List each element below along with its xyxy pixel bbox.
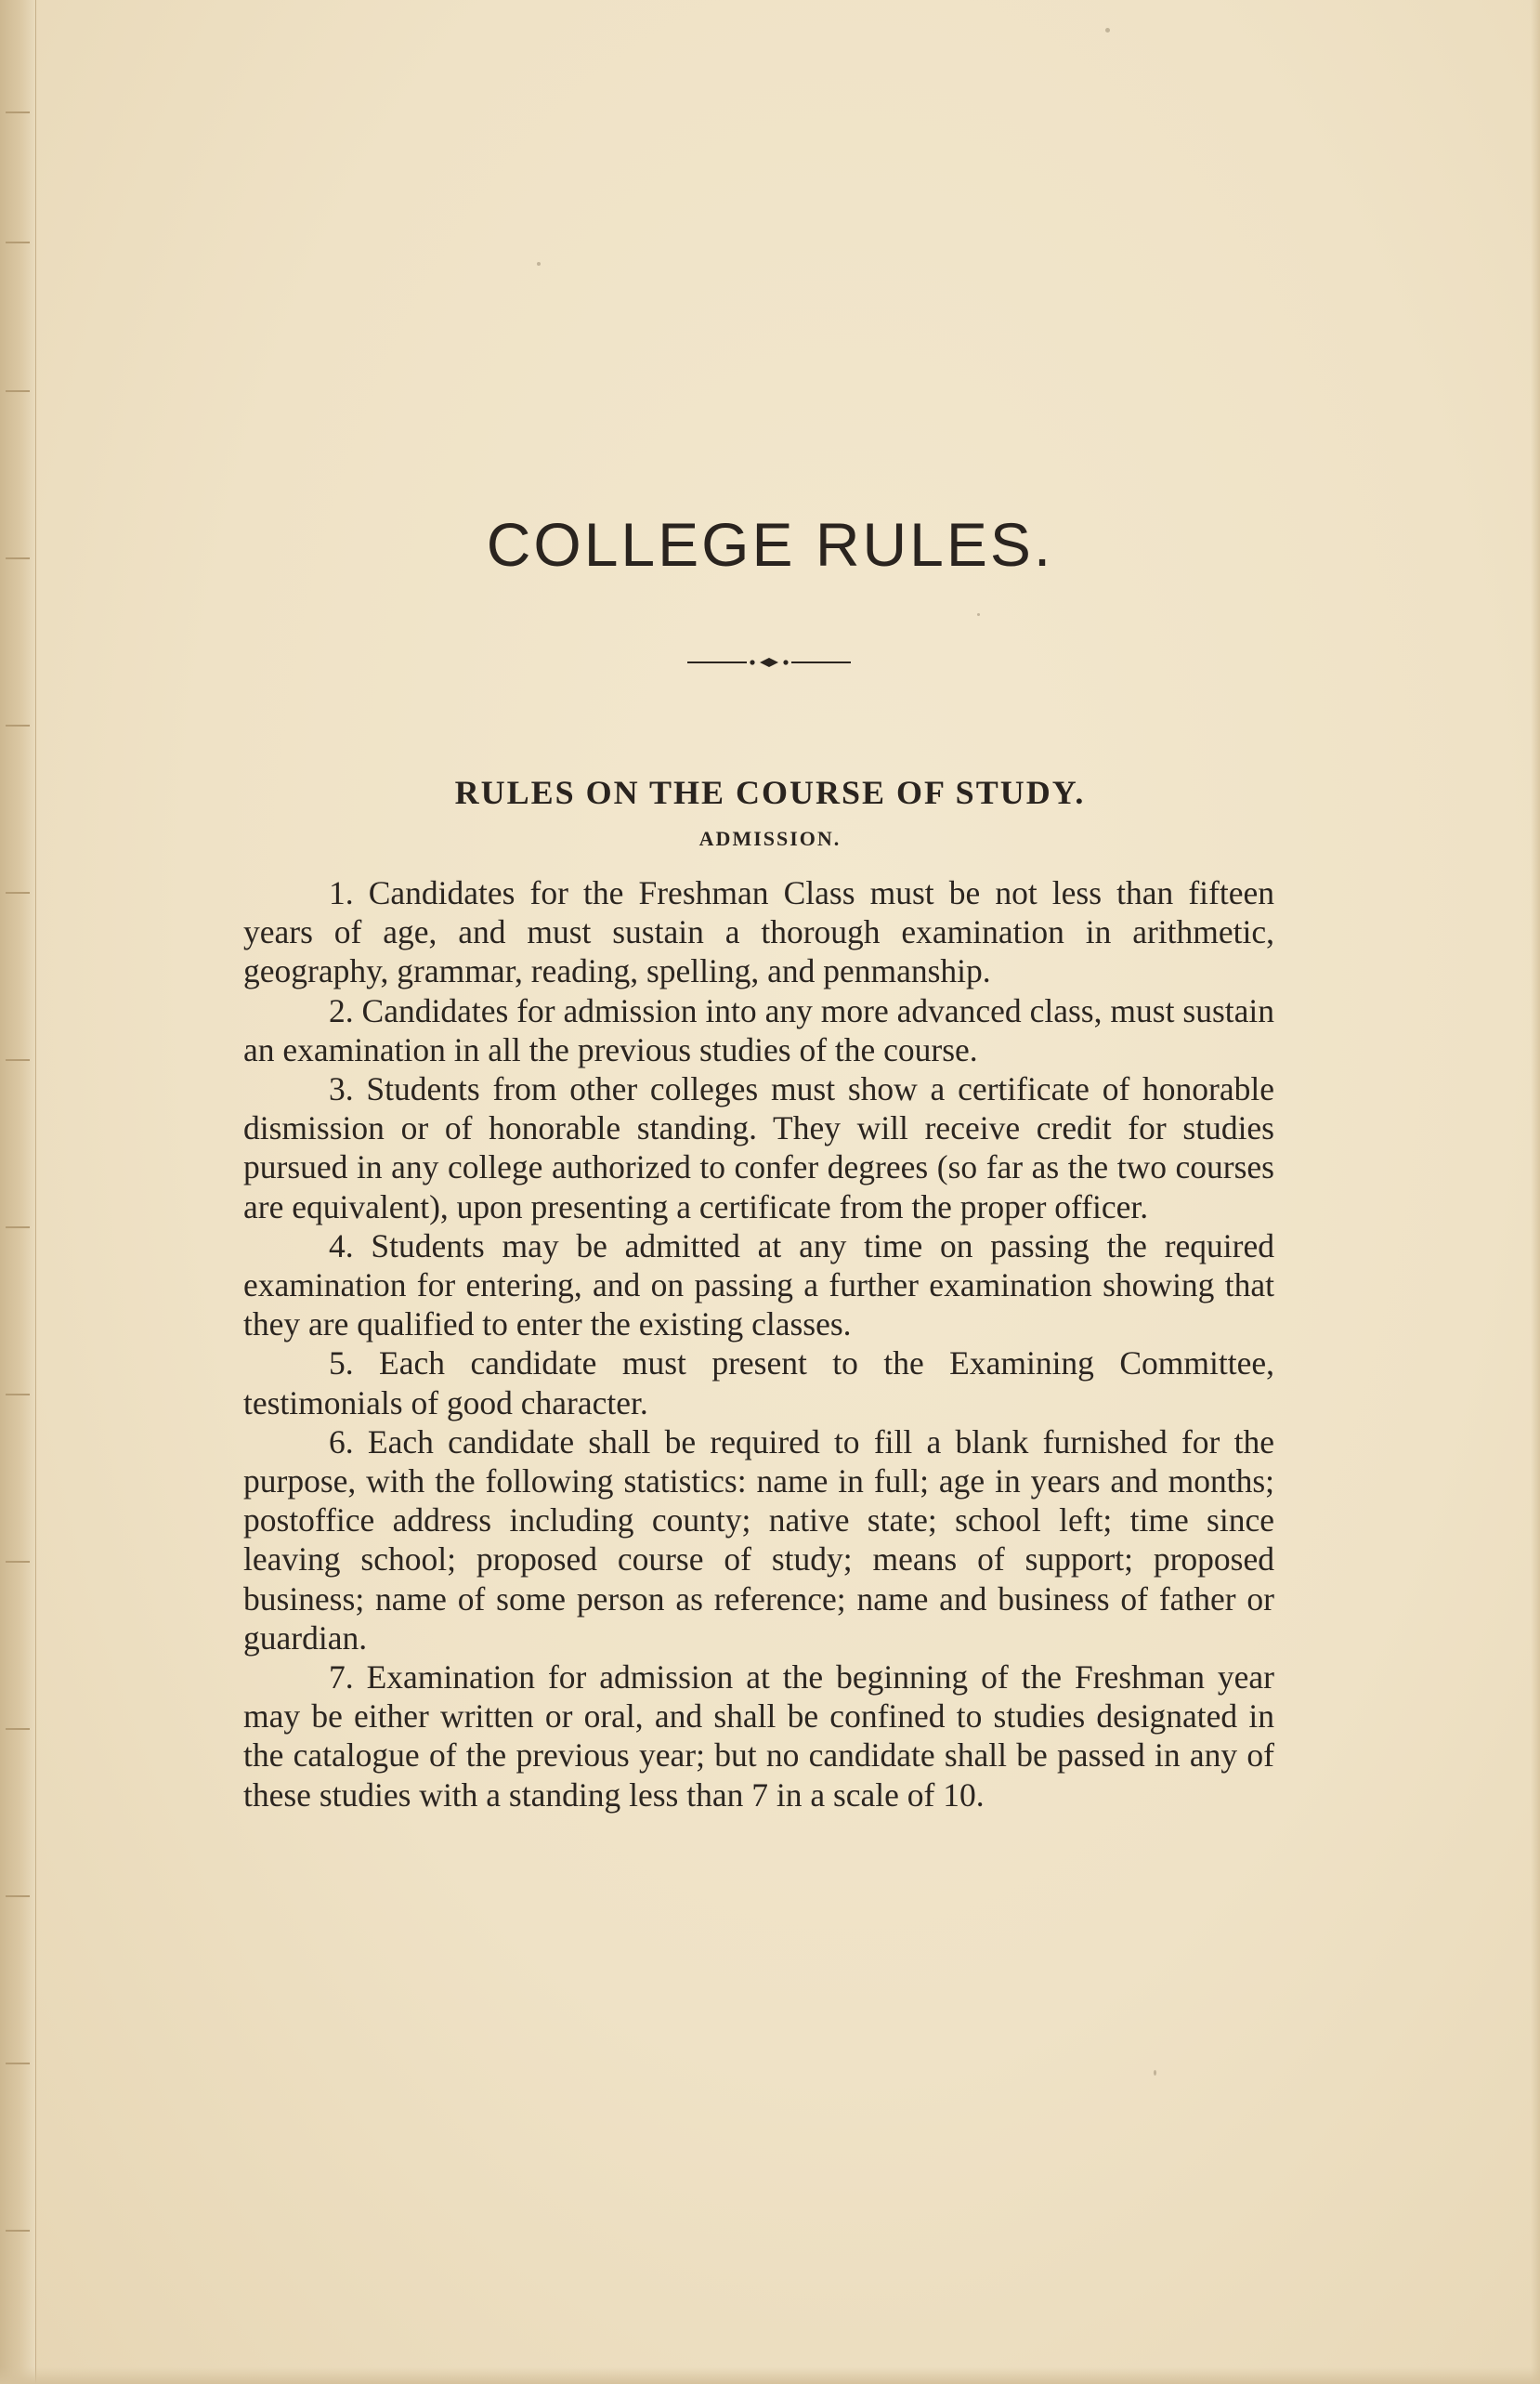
binding-edge	[0, 0, 36, 2384]
ornament-divider	[687, 656, 851, 669]
rule-paragraph: 7. Examination for admission at the beginning of the Freshman year may be either written or oral, and shall be confined to studies designated in the catalogue of the previous year; but no candidate shall be passed in any of these studies with a standing less than 7 in a scale of 10.	[243, 1658, 1274, 1814]
rule-paragraph: 3. Students from other colleges must show a certificate of honorable dismission or of honorable standing. They will receive credit for studies pursued in any college authorized to confer degrees (so far as the two courses are equivalent), upon presenting a certificate from the proper officer.	[243, 1070, 1274, 1225]
rules-list	[243, 873, 1274, 1814]
rule-paragraph: 5. Each candidate must present to the Examining Committee, testimonials of good character.	[243, 1344, 1274, 1421]
page-title: COLLEGE RULES.	[486, 510, 1054, 579]
rule-paragraph: 6. Each candidate shall be required to fill a blank furnished for the purpose, with the following statistics: name in full; age in years and months; postoffice address including county; native state; school left; time since leaving school; proposed course of study; means of support; proposed business; name of some person as reference; name and business of father or guardian.	[243, 1422, 1274, 1657]
page-edge-bottom	[0, 2367, 1540, 2384]
section-heading: ADMISSION.	[698, 827, 842, 850]
section-subtitle: RULES ON THE COURSE OF STUDY.	[454, 774, 1086, 811]
rule-paragraph: 4. Students may be admitted at any time on passing the required examination for entering, and on passing a further examination showing that they are qualified to enter the existing classes.	[243, 1226, 1274, 1343]
rule-paragraph: 1. Candidates for the Freshman Class must be not less than fifteen years of age, and must sustain a thorough examination in arithmetic, geography, grammar, reading, spelling, and penmanship.	[243, 874, 1274, 990]
page-edge-right	[1531, 0, 1540, 2384]
rule-paragraph: 2. Candidates for admission into any more advanced class, must sustain an examination in all the previous studies of the course.	[243, 991, 1274, 1068]
